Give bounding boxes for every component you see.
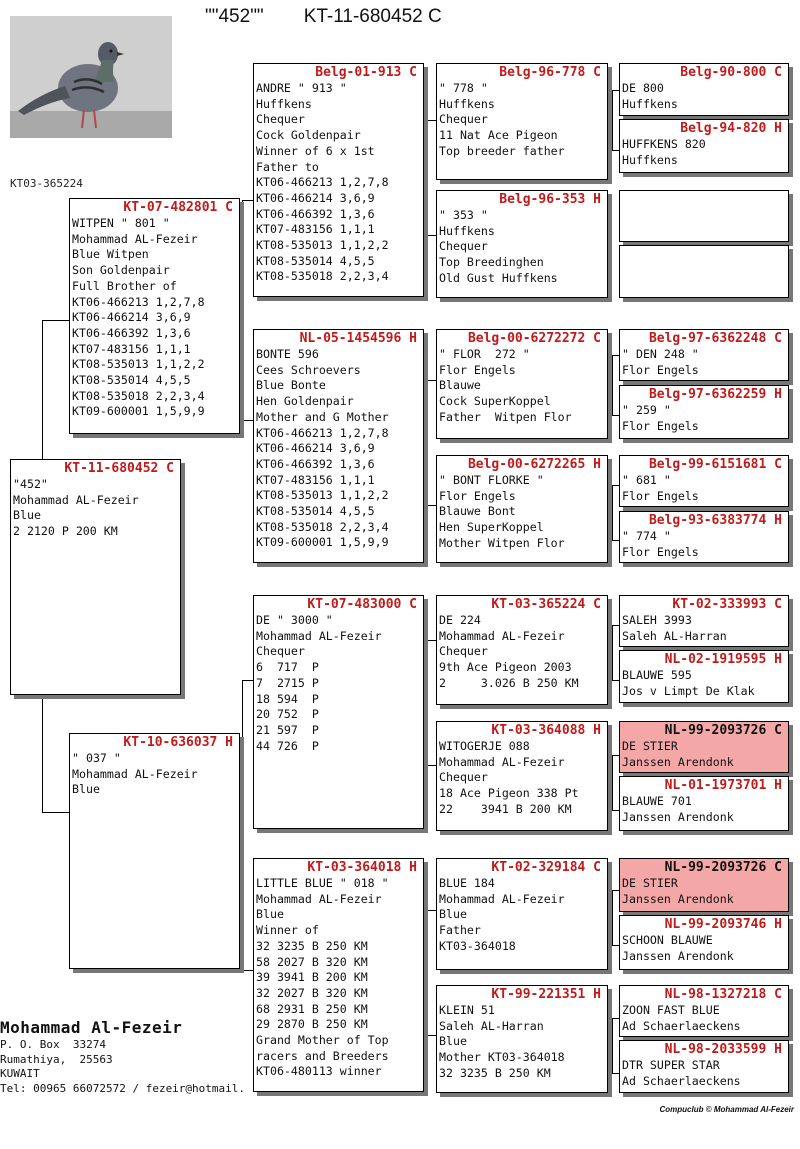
ring-number: Belg-00-6272272 C [467, 331, 601, 346]
detail-line: SCHOON BLAUWE [622, 933, 713, 947]
connector-line [612, 680, 619, 681]
detail-line: Mohammad AL-Fezeir [439, 891, 565, 906]
detail-line: racers and Breeders [256, 1048, 389, 1063]
pedigree-box-g6 [619, 385, 789, 439]
detail-line: " 681 " [622, 473, 671, 487]
detail-line: Mohammad AL-Fezeir [72, 766, 198, 781]
detail-line: Mohammad AL-Fezeir [13, 492, 139, 507]
footer-credit: Compuclub © Mohammad Al-Fezeir [659, 1105, 794, 1114]
ring-number: NL-01-1973701 H [664, 778, 782, 793]
detail-line: Mother KT03-364018 [439, 1050, 565, 1065]
pigeon-details [437, 1003, 607, 1082]
connector-line [612, 890, 613, 945]
detail-line: Huffkens [439, 223, 495, 238]
ring-number: KT-11-680452 C [64, 461, 174, 476]
detail-line: 32 3235 B 250 KM [439, 1065, 551, 1080]
ring-number: Belg-96-353 H [499, 192, 601, 207]
connector-line [42, 320, 69, 321]
ring-number: KT-02-333993 C [672, 597, 782, 612]
detail-line: 18 594 P [256, 691, 319, 706]
detail-line: Ad Schaerlaeckens [622, 1018, 741, 1033]
pedigree-box-dsd [436, 721, 608, 831]
ring-number: Belg-96-778 C [499, 65, 601, 80]
connector-line [427, 640, 436, 641]
pedigree-box-dam-sire [253, 595, 424, 829]
detail-line: Chequer [439, 644, 488, 659]
connector-line [612, 1018, 613, 1073]
ring-number: NL-98-2033599 H [664, 1042, 782, 1057]
detail-line: 6 717 P [256, 660, 319, 675]
detail-line: DE 224 [439, 613, 481, 627]
detail-line: Mohammad AL-Fezeir [439, 754, 565, 769]
connector-line [427, 380, 436, 381]
title-ring: KT-11-680452 C [303, 6, 442, 27]
pigeon-details [620, 668, 788, 699]
connector-line [612, 625, 619, 626]
pedigree-box-g2 [619, 119, 789, 173]
connector-line [612, 1073, 619, 1074]
detail-line: Winner of [256, 923, 319, 938]
pigeon-details [620, 347, 788, 378]
ring-number: KT-10-636037 H [123, 735, 233, 750]
connector-line [612, 355, 613, 415]
pedigree-box-g13 [619, 858, 789, 912]
side-reference: KT03-365224 [10, 177, 83, 190]
pedigree-box-sds [436, 329, 608, 439]
detail-line: KT08-535013 1,1,2,2 [256, 488, 389, 503]
detail-line: WITOGERJE 088 [439, 739, 530, 753]
detail-line: KT08-535018 2,2,3,4 [256, 519, 389, 534]
connector-line [42, 320, 43, 460]
detail-line: Huffkens [439, 96, 495, 111]
detail-line: HUFFKENS 820 [622, 137, 706, 151]
connector-line [427, 120, 428, 235]
pigeon-details [620, 529, 788, 560]
detail-line: Flor Engels [622, 362, 699, 377]
detail-line: Blauwe [439, 378, 481, 393]
pedigree-box-g10 [619, 650, 789, 703]
detail-line: KLEIN 51 [439, 1003, 495, 1017]
detail-line: Son Goldenpair [72, 263, 170, 278]
detail-line: Hen SuperKoppel [439, 520, 544, 535]
pigeon-details [11, 477, 180, 540]
pigeon-details [620, 794, 788, 825]
owner-line: Tel: 00965 66072572 / fezeir@hotmail. [0, 1081, 246, 1095]
connector-line [427, 765, 436, 766]
detail-line: BONTE 596 [256, 347, 319, 361]
connector-line [612, 890, 619, 891]
detail-line: KT08-535013 1,1,2,2 [72, 357, 205, 372]
pedigree-box-ddd [436, 985, 608, 1093]
detail-line: Cock SuperKoppel [439, 394, 551, 409]
pigeon-details [437, 81, 607, 160]
detail-line: KT08-535014 4,5,5 [72, 373, 191, 388]
detail-line: Flor Engels [622, 488, 699, 503]
detail-line: KT08-535018 2,2,3,4 [72, 388, 205, 403]
ring-number: KT-99-221351 H [491, 987, 601, 1002]
detail-line: Mohammad AL-Fezeir [72, 231, 198, 246]
detail-line: BLUE 184 [439, 876, 495, 890]
pedigree-box-g9 [619, 595, 789, 647]
connector-line [242, 970, 253, 971]
detail-line: KT06-466392 1,3,6 [72, 325, 191, 340]
detail-line: DE " 3000 " [256, 613, 333, 627]
pedigree-box-dds [436, 858, 608, 970]
detail-line: ZOON FAST BLUE [622, 1003, 720, 1017]
pedigree-box-sire [69, 198, 240, 434]
detail-line: SALEH 3993 [622, 613, 692, 627]
connector-line [42, 812, 69, 813]
detail-line: KT06-480113 winner [256, 1064, 382, 1079]
detail-line: 7 2715 P [256, 675, 319, 690]
detail-line: "452" [13, 477, 48, 491]
detail-line: 21 597 P [256, 722, 319, 737]
connector-line [427, 120, 436, 121]
pigeon-details [437, 613, 607, 692]
detail-line: Huffkens [622, 152, 678, 167]
pigeon-details [620, 137, 788, 168]
detail-line: Saleh AL-Harran [439, 1018, 544, 1033]
detail-line: Janssen Arendonk [622, 809, 734, 824]
detail-line: 29 2870 B 250 KM [256, 1017, 368, 1032]
detail-line: Mohammad AL-Fezeir [439, 628, 565, 643]
detail-line: DE STIER [622, 876, 678, 890]
pigeon-details [620, 473, 788, 504]
connector-line [427, 640, 428, 765]
detail-line: KT06-466214 3,6,9 [256, 190, 375, 205]
connector-line [612, 90, 613, 150]
connector-line [612, 150, 619, 151]
detail-line: Jos v Limpt De Klak [622, 683, 755, 698]
detail-line: Huffkens [622, 96, 678, 111]
detail-line: Blue [439, 907, 467, 922]
connector-line [242, 680, 243, 970]
pigeon-details [620, 1003, 788, 1034]
detail-line: KT06-466213 1,2,7,8 [256, 175, 389, 190]
connector-line [612, 485, 613, 540]
detail-line: Blue Witpen [72, 247, 149, 262]
ring-number: Belg-01-913 C [315, 65, 417, 80]
ring-number: Belg-00-6272265 H [467, 457, 601, 472]
detail-line: BLAUWE 595 [622, 668, 692, 682]
pedigree-box-g8 [619, 511, 789, 563]
detail-line: 20 752 P [256, 707, 319, 722]
detail-line: Chequer [256, 112, 305, 127]
pedigree-box-g12 [619, 776, 789, 831]
detail-line: 32 3235 B 250 KM [256, 938, 368, 953]
pigeon-details [437, 208, 607, 287]
detail-line: " 037 " [72, 751, 121, 765]
ring-number: KT-07-482801 C [123, 200, 233, 215]
detail-line: " 778 " [439, 81, 488, 95]
connector-line [427, 505, 436, 506]
detail-line: " FLOR 272 " [439, 347, 530, 361]
owner-line: KUWAIT [0, 1067, 40, 1080]
pigeon-details [70, 216, 239, 420]
ring-number: KT-03-364018 H [307, 860, 417, 875]
detail-line: Janssen Arendonk [622, 754, 734, 769]
detail-line: KT06-466392 1,3,6 [256, 456, 375, 471]
pigeon-details [620, 739, 788, 770]
pigeon-details [620, 81, 788, 112]
detail-line: KT08-535014 4,5,5 [256, 504, 375, 519]
pigeon-photo [10, 16, 172, 138]
detail-line: DE STIER [622, 739, 678, 753]
pedigree-box-sdd [436, 455, 608, 563]
owner-line: P. O. Box 33274 [0, 1038, 106, 1051]
ring-number: Belg-97-6362248 C [648, 331, 782, 346]
pigeon-details [254, 347, 423, 551]
pigeon-details [437, 347, 607, 426]
detail-line: KT07-483156 1,1,1 [72, 341, 191, 356]
connector-line [612, 945, 619, 946]
pedigree-box-g5 [619, 329, 789, 381]
pedigree-box-g14 [619, 915, 789, 970]
ring-number: KT-03-365224 C [491, 597, 601, 612]
connector-line [427, 1035, 436, 1036]
detail-line: KT06-466213 1,2,7,8 [72, 294, 205, 309]
detail-line: 22 3941 B 200 KM [439, 801, 572, 816]
detail-line: Cees Schroevers [256, 362, 361, 377]
detail-line: Top breeder father [439, 143, 565, 158]
connector-line [242, 420, 253, 421]
detail-line: Mohammad AL-Fezeir [256, 891, 382, 906]
detail-line: " 259 " [622, 403, 671, 417]
ring-number: Belg-97-6362259 H [648, 387, 782, 402]
pigeon-details [437, 876, 607, 955]
detail-line: Top Breedinghen [439, 255, 544, 270]
pigeon-details [620, 403, 788, 434]
detail-line: Mohammad AL-Fezeir [256, 628, 382, 643]
connector-line [612, 540, 619, 541]
page-title [205, 6, 442, 28]
detail-line: Hen Goldenpair [256, 394, 354, 409]
detail-line: BLAUWE 701 [622, 794, 692, 808]
detail-line: KT08-535018 2,2,3,4 [256, 269, 389, 284]
detail-line: Flor Engels [622, 418, 699, 433]
pedigree-box-sire-sire [253, 63, 424, 297]
detail-line: KT08-535014 4,5,5 [256, 253, 375, 268]
detail-line: " 774 " [622, 529, 671, 543]
detail-line: Winner of 6 x 1st [256, 143, 375, 158]
detail-line: KT07-483156 1,1,1 [256, 222, 375, 237]
detail-line: Father Witpen Flor [439, 409, 572, 424]
pedigree-box-dss [436, 595, 608, 705]
pedigree-box-g3 [619, 190, 789, 242]
connector-line [612, 625, 613, 680]
detail-line: Blue Bonte [256, 378, 326, 393]
detail-line: KT09-600001 1,5,9,9 [256, 535, 389, 550]
pedigree-box-g16 [619, 1040, 789, 1093]
detail-line: 2 2120 P 200 KM [13, 524, 118, 539]
ring-number: Belg-93-6383774 H [648, 513, 782, 528]
connector-line [612, 485, 619, 486]
pigeon-details [620, 933, 788, 964]
pedigree-box-g4 [619, 245, 789, 298]
detail-line: " BONT FLORKE " [439, 473, 544, 487]
pedigree-box-subject [10, 459, 181, 695]
connector-line [242, 200, 243, 420]
pigeon-details [254, 613, 423, 754]
detail-line: KT06-466214 3,6,9 [72, 310, 191, 325]
owner-block [0, 1018, 256, 1096]
detail-line: Mother Witpen Flor [439, 535, 565, 550]
pedigree-box-g15 [619, 985, 789, 1037]
detail-line: 2 3.026 B 250 KM [439, 675, 579, 690]
detail-line: Cock Goldenpair [256, 128, 361, 143]
connector-line [427, 380, 428, 505]
detail-line: 58 2027 B 320 KM [256, 954, 368, 969]
ring-number: NL-99-2093746 H [664, 917, 782, 932]
pigeon-details [620, 1058, 788, 1089]
ring-number: NL-99-2093726 C [664, 860, 782, 875]
pedigree-box-g7 [619, 455, 789, 507]
pigeon-details [437, 473, 607, 552]
detail-line: " 353 " [439, 208, 488, 222]
detail-line: 68 2931 B 250 KM [256, 1001, 368, 1016]
connector-line [42, 697, 43, 812]
detail-line: 18 Ace Pigeon 338 Pt [439, 786, 579, 801]
detail-line: Old Gust Huffkens [439, 270, 558, 285]
detail-line: Father [439, 923, 481, 938]
detail-line: Grand Mother of Top [256, 1033, 389, 1048]
pigeon-icon [10, 16, 172, 138]
detail-line: WITPEN " 801 " [72, 216, 170, 230]
detail-line: DE 800 [622, 81, 664, 95]
detail-line: 44 726 P [256, 738, 319, 753]
detail-line: Saleh AL-Harran [622, 628, 727, 643]
ring-number: KT-03-364088 H [491, 723, 601, 738]
pedigree-box-sire-dam [253, 329, 424, 563]
detail-line: Chequer [256, 644, 305, 659]
ring-number: NL-98-1327218 C [664, 987, 782, 1002]
detail-line: KT08-535013 1,1,2,2 [256, 238, 389, 253]
detail-line: Blue [256, 907, 284, 922]
detail-line: Mother and G Mother [256, 409, 389, 424]
connector-line [612, 1018, 619, 1019]
detail-line: Full Brother of [72, 278, 177, 293]
ring-number: KT-07-483000 C [307, 597, 417, 612]
ring-number: NL-99-2093726 C [664, 723, 782, 738]
detail-line: KT06-466213 1,2,7,8 [256, 425, 389, 440]
detail-line: Huffkens [256, 96, 312, 111]
detail-line: 9th Ace Pigeon 2003 [439, 660, 572, 675]
connector-line [612, 415, 619, 416]
connector-line [612, 355, 619, 356]
detail-line: Blue [439, 1034, 467, 1049]
pigeon-details [70, 751, 239, 798]
detail-line: Blauwe Bont [439, 504, 516, 519]
detail-line: 32 2027 B 320 KM [256, 985, 368, 1000]
ring-number: NL-02-1919595 H [664, 652, 782, 667]
pigeon-details [254, 81, 423, 285]
connector-line [612, 755, 613, 810]
detail-line: Blue [13, 508, 41, 523]
connector-line [612, 755, 619, 756]
detail-line: KT07-483156 1,1,1 [256, 472, 375, 487]
connector-line [242, 200, 253, 201]
pedigree-box-ssd [436, 190, 608, 298]
ring-number: KT-02-329184 C [491, 860, 601, 875]
detail-line: LITTLE BLUE " 018 " [256, 876, 389, 890]
connector-line [427, 235, 436, 236]
detail-line: Ad Schaerlaeckens [622, 1073, 741, 1088]
pedigree-box-g11 [619, 721, 789, 773]
detail-line: Father to [256, 159, 319, 174]
title-name: ""452"" [205, 6, 264, 27]
detail-line: Chequer [439, 112, 488, 127]
detail-line: KT03-364018 [439, 938, 516, 953]
connector-line [612, 90, 619, 91]
detail-line: Flor Engels [439, 362, 516, 377]
detail-line: ANDRE " 913 " [256, 81, 347, 95]
pedigree-box-g1 [619, 63, 789, 116]
pigeon-details [254, 876, 423, 1080]
detail-line: Chequer [439, 770, 488, 785]
ring-number: Belg-90-800 C [680, 65, 782, 80]
detail-line: Janssen Arendonk [622, 891, 734, 906]
pigeon-details [437, 739, 607, 818]
ring-number: Belg-99-6151681 C [648, 457, 782, 472]
detail-line: 11 Nat Ace Pigeon [439, 128, 558, 143]
detail-line: Janssen Arendonk [622, 948, 734, 963]
connector-line [612, 810, 619, 811]
detail-line: KT09-600001 1,5,9,9 [72, 404, 205, 419]
owner-name: Mohammad Al-Fezeir [0, 1018, 183, 1037]
detail-line: Flor Engels [622, 544, 699, 559]
ring-number: NL-05-1454596 H [299, 331, 417, 346]
detail-line: DTR SUPER STAR [622, 1058, 720, 1072]
pedigree-box-dam-dam [253, 858, 424, 1092]
ring-number: Belg-94-820 H [680, 121, 782, 136]
pedigree-box-dam [69, 733, 240, 969]
connector-line [427, 910, 428, 1035]
detail-line: Blue [72, 782, 100, 797]
detail-line: KT06-466214 3,6,9 [256, 441, 375, 456]
detail-line: KT06-466392 1,3,6 [256, 206, 375, 221]
pigeon-details [620, 876, 788, 907]
connector-line [427, 910, 436, 911]
pigeon-details [620, 613, 788, 644]
detail-line: 39 3941 B 200 KM [256, 970, 368, 985]
detail-line: Chequer [439, 239, 488, 254]
connector-line [242, 680, 253, 681]
detail-line: Flor Engels [439, 488, 516, 503]
owner-line: Rumathiya, 25563 [0, 1052, 113, 1066]
detail-line: " DEN 248 " [622, 347, 699, 361]
pedigree-box-sss [436, 63, 608, 180]
